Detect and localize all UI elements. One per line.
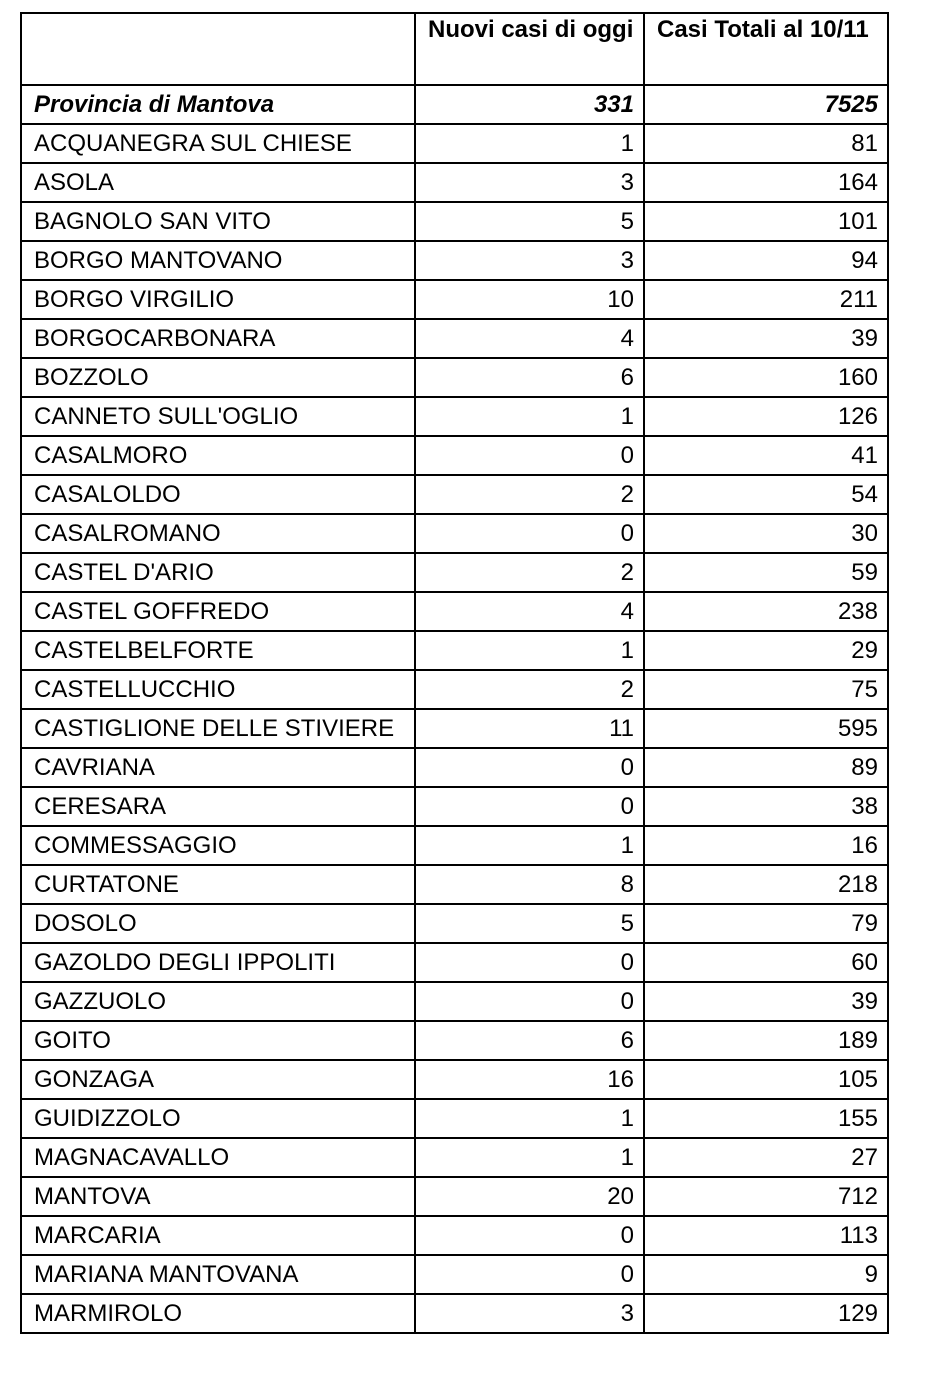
total-cases-cell: 238	[644, 592, 888, 631]
table-row	[21, 553, 888, 592]
total-cases-cell: 94	[644, 241, 888, 280]
municipality-name: CASALROMANO	[21, 514, 415, 553]
municipality-name: BAGNOLO SAN VITO	[21, 202, 415, 241]
province-total-cases: 7525	[644, 85, 888, 124]
total-cases-cell: 29	[644, 631, 888, 670]
municipality-name: CURTATONE	[21, 865, 415, 904]
total-cases-cell: 126	[644, 397, 888, 436]
municipality-name: BOZZOLO	[21, 358, 415, 397]
new-cases-cell: 5	[415, 904, 644, 943]
new-cases-cell: 11	[415, 709, 644, 748]
total-cases-cell: 39	[644, 982, 888, 1021]
total-cases-cell: 59	[644, 553, 888, 592]
table-row	[21, 163, 888, 202]
new-cases-cell: 20	[415, 1177, 644, 1216]
new-cases-cell: 2	[415, 475, 644, 514]
table-row	[21, 1060, 888, 1099]
municipality-name: COMMESSAGGIO	[21, 826, 415, 865]
municipality-name: CASTEL GOFFREDO	[21, 592, 415, 631]
table-row	[21, 280, 888, 319]
header-total-cases: Casi Totali al 10/11	[644, 13, 888, 85]
total-cases-cell: 160	[644, 358, 888, 397]
table-row	[21, 943, 888, 982]
table-row	[21, 124, 888, 163]
municipality-name: CASTEL D'ARIO	[21, 553, 415, 592]
table-row	[21, 982, 888, 1021]
new-cases-cell: 4	[415, 319, 644, 358]
municipality-name: MANTOVA	[21, 1177, 415, 1216]
total-cases-cell: 39	[644, 319, 888, 358]
new-cases-cell: 3	[415, 1294, 644, 1333]
province-name: Provincia di Mantova	[21, 85, 415, 124]
municipality-name: GOITO	[21, 1021, 415, 1060]
new-cases-cell: 1	[415, 826, 644, 865]
new-cases-cell: 0	[415, 1216, 644, 1255]
new-cases-cell: 6	[415, 358, 644, 397]
new-cases-cell: 1	[415, 1099, 644, 1138]
municipality-name: MARCARIA	[21, 1216, 415, 1255]
total-cases-cell: 75	[644, 670, 888, 709]
municipality-name: GAZZUOLO	[21, 982, 415, 1021]
new-cases-cell: 4	[415, 592, 644, 631]
table-row	[21, 1177, 888, 1216]
total-cases-cell: 27	[644, 1138, 888, 1177]
total-cases-cell: 16	[644, 826, 888, 865]
header-municipality	[21, 13, 415, 85]
new-cases-cell: 0	[415, 982, 644, 1021]
total-cases-cell: 81	[644, 124, 888, 163]
municipality-name: MARIANA MANTOVANA	[21, 1255, 415, 1294]
province-new-cases: 331	[415, 85, 644, 124]
new-cases-cell: 3	[415, 163, 644, 202]
total-cases-cell: 60	[644, 943, 888, 982]
municipality-name: MARMIROLO	[21, 1294, 415, 1333]
new-cases-cell: 0	[415, 1255, 644, 1294]
municipality-name: CASALMORO	[21, 436, 415, 475]
total-cases-cell: 164	[644, 163, 888, 202]
total-cases-cell: 218	[644, 865, 888, 904]
total-cases-cell: 101	[644, 202, 888, 241]
municipality-name: ASOLA	[21, 163, 415, 202]
table-row	[21, 397, 888, 436]
new-cases-cell: 0	[415, 748, 644, 787]
new-cases-cell: 0	[415, 787, 644, 826]
header-new-cases: Nuovi casi di oggi	[415, 13, 644, 85]
covid-cases-table	[20, 12, 889, 1334]
new-cases-cell: 1	[415, 1138, 644, 1177]
total-cases-cell: 189	[644, 1021, 888, 1060]
municipality-name: CERESARA	[21, 787, 415, 826]
new-cases-cell: 5	[415, 202, 644, 241]
municipality-name: CANNETO SULL'OGLIO	[21, 397, 415, 436]
new-cases-cell: 0	[415, 436, 644, 475]
total-cases-cell: 113	[644, 1216, 888, 1255]
new-cases-cell: 0	[415, 514, 644, 553]
total-cases-cell: 30	[644, 514, 888, 553]
total-cases-cell: 38	[644, 787, 888, 826]
table-row	[21, 1099, 888, 1138]
municipality-name: CASTELBELFORTE	[21, 631, 415, 670]
new-cases-cell: 6	[415, 1021, 644, 1060]
table-row	[21, 241, 888, 280]
total-cases-cell: 105	[644, 1060, 888, 1099]
municipality-name: GUIDIZZOLO	[21, 1099, 415, 1138]
new-cases-cell: 16	[415, 1060, 644, 1099]
table-row	[21, 1138, 888, 1177]
total-cases-cell: 211	[644, 280, 888, 319]
municipality-name: BORGO VIRGILIO	[21, 280, 415, 319]
table-row	[21, 787, 888, 826]
province-summary-row	[21, 85, 888, 124]
municipality-name: DOSOLO	[21, 904, 415, 943]
table-row	[21, 670, 888, 709]
total-cases-cell: 79	[644, 904, 888, 943]
municipality-name: ACQUANEGRA SUL CHIESE	[21, 124, 415, 163]
total-cases-cell: 9	[644, 1255, 888, 1294]
new-cases-cell: 1	[415, 124, 644, 163]
table-row	[21, 709, 888, 748]
new-cases-cell: 2	[415, 670, 644, 709]
table-row	[21, 1255, 888, 1294]
municipality-name: BORGOCARBONARA	[21, 319, 415, 358]
table-row	[21, 358, 888, 397]
municipality-name: BORGO MANTOVANO	[21, 241, 415, 280]
total-cases-cell: 155	[644, 1099, 888, 1138]
municipality-name: CASTIGLIONE DELLE STIVIERE	[21, 709, 415, 748]
new-cases-cell: 10	[415, 280, 644, 319]
total-cases-cell: 129	[644, 1294, 888, 1333]
total-cases-cell: 595	[644, 709, 888, 748]
table-row	[21, 826, 888, 865]
new-cases-cell: 0	[415, 943, 644, 982]
table-row	[21, 748, 888, 787]
table-row	[21, 202, 888, 241]
table-row	[21, 319, 888, 358]
new-cases-cell: 8	[415, 865, 644, 904]
municipality-name: MAGNACAVALLO	[21, 1138, 415, 1177]
table-row	[21, 1021, 888, 1060]
municipality-name: GONZAGA	[21, 1060, 415, 1099]
table-row	[21, 904, 888, 943]
new-cases-cell: 1	[415, 631, 644, 670]
table-row	[21, 475, 888, 514]
table-body	[21, 85, 888, 1333]
total-cases-cell: 54	[644, 475, 888, 514]
total-cases-cell: 712	[644, 1177, 888, 1216]
municipality-name: CASTELLUCCHIO	[21, 670, 415, 709]
total-cases-cell: 41	[644, 436, 888, 475]
new-cases-cell: 3	[415, 241, 644, 280]
table-row	[21, 1216, 888, 1255]
new-cases-cell: 1	[415, 397, 644, 436]
new-cases-cell: 2	[415, 553, 644, 592]
municipality-name: CAVRIANA	[21, 748, 415, 787]
total-cases-cell: 89	[644, 748, 888, 787]
table-row	[21, 631, 888, 670]
municipality-name: CASALOLDO	[21, 475, 415, 514]
table-row	[21, 436, 888, 475]
municipality-name: GAZOLDO DEGLI IPPOLITI	[21, 943, 415, 982]
table-row	[21, 1294, 888, 1333]
table-row	[21, 514, 888, 553]
table-row	[21, 865, 888, 904]
header-row	[21, 13, 888, 85]
table-row	[21, 592, 888, 631]
